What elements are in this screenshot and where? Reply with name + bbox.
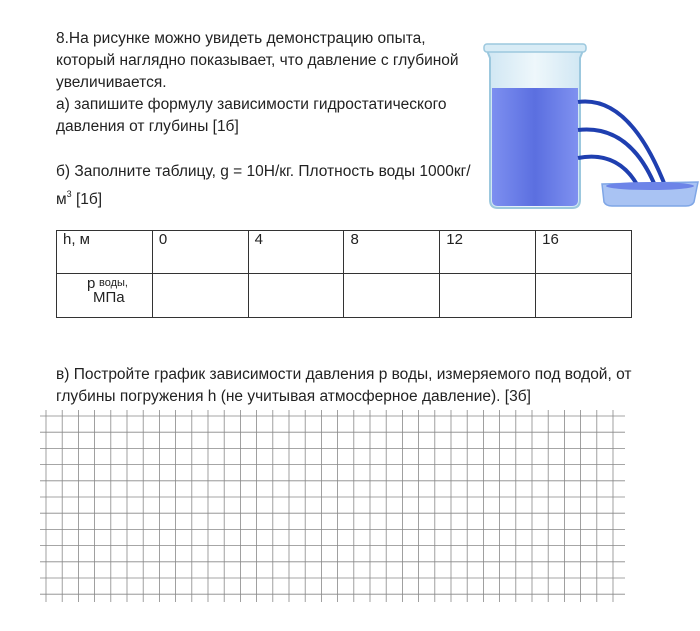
question-part-b (56, 161, 476, 211)
pressure-cell-4[interactable] (536, 274, 632, 318)
depth-value-4: 16 (536, 231, 632, 274)
pressure-label-main: р (87, 275, 96, 292)
question-part-a: а) запишите формулу зависимости гидростатического давления от глубины [1б] (56, 96, 447, 135)
row-label-pressure (57, 274, 153, 318)
water-stream-top (578, 102, 666, 188)
question-part-c: в) Постройте график зависимости давления р воды, измеряемого под водой, от глубины погружения h (не учитывая атмосферное давление). [3б] (56, 366, 632, 405)
depth-value-3: 12 (440, 231, 536, 274)
graph-grid (40, 410, 630, 610)
beaker-rim (484, 44, 586, 52)
table-row-depth (57, 231, 632, 274)
pressure-cell-2[interactable] (344, 274, 440, 318)
row-label-depth: h, м (57, 231, 153, 274)
pressure-label-sub: воды, (99, 277, 128, 289)
table-row-pressure (57, 274, 632, 318)
part-b-score: [1б] (71, 191, 103, 208)
depth-value-1: 4 (248, 231, 344, 274)
depth-value-2: 8 (344, 231, 440, 274)
depth-pressure-table (56, 230, 632, 318)
part-b-superscript: 3 (66, 189, 72, 199)
beaker-illustration (480, 40, 700, 240)
pressure-cell-0[interactable] (152, 274, 248, 318)
pressure-label-unit: МПа (93, 289, 125, 306)
part-b-text: б) Заполните таблицу, g = 10Н/кг. Плотность воды 1000кг/м (56, 163, 471, 208)
water-stream-middle (578, 129, 656, 188)
pressure-cell-1[interactable] (248, 274, 344, 318)
beaker-water (492, 88, 578, 206)
pressure-cell-3[interactable] (440, 274, 536, 318)
depth-value-0: 0 (152, 231, 248, 274)
question-intro: 8.На рисунке можно увидеть демонстрацию опыта, который наглядно показывает, что давление с глубиной увеличивается. (56, 30, 459, 91)
